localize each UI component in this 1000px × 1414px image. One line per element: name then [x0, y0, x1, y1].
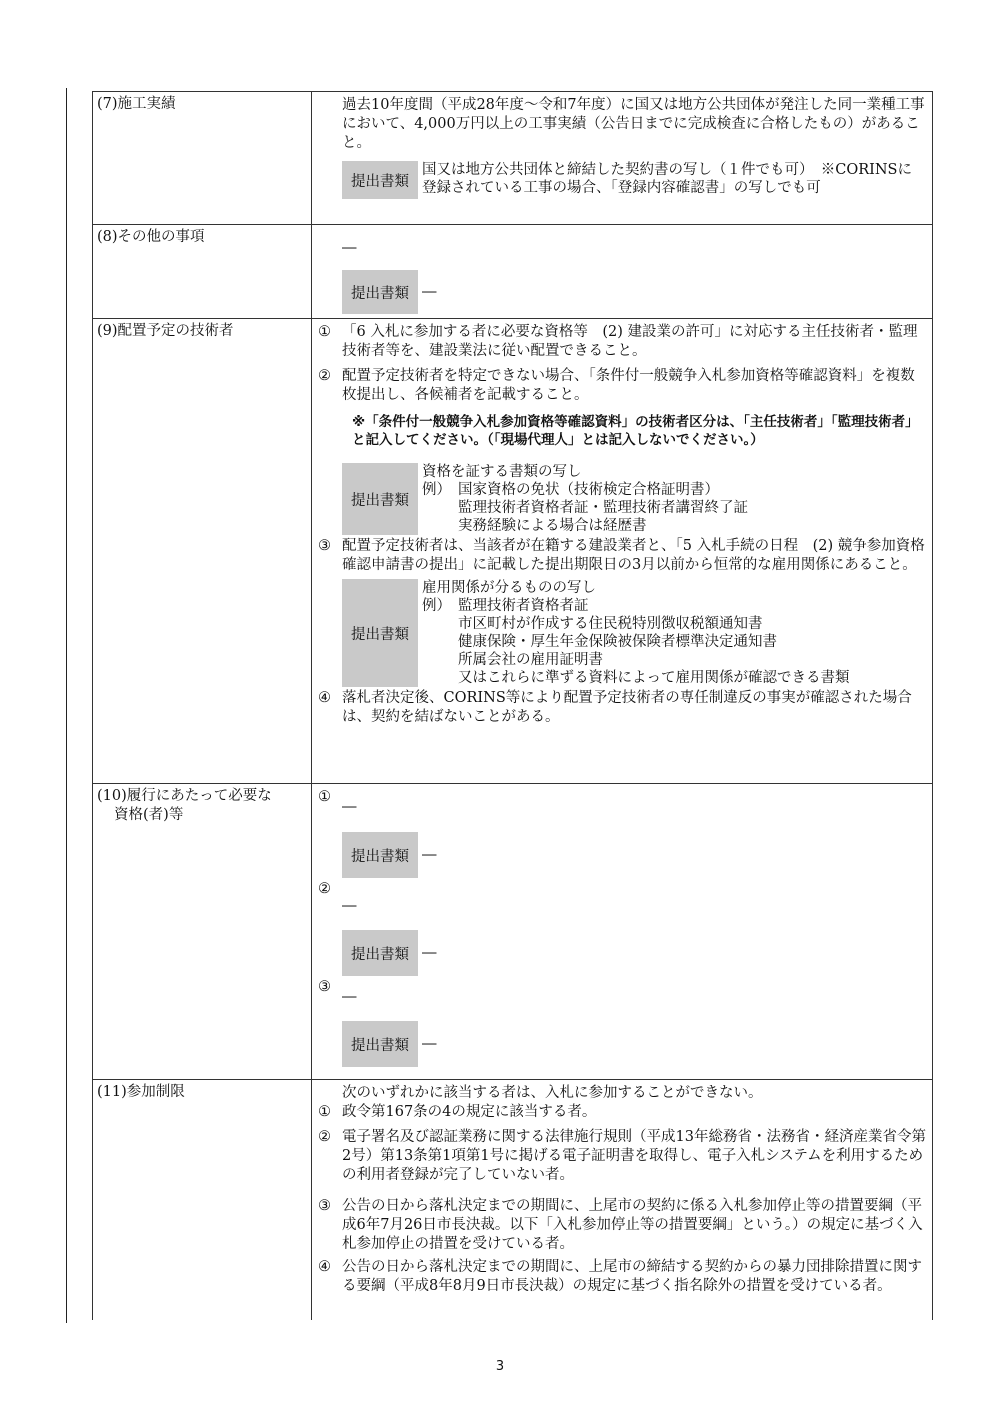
- submit-line: 例） 監理技術者資格者証: [422, 598, 589, 614]
- label-other-matters: (8)その他の事項: [93, 225, 312, 319]
- submit-text: ―: [422, 847, 437, 863]
- content-other-matters: [312, 225, 933, 319]
- item-number: ③: [318, 1198, 331, 1214]
- submit-text: [418, 579, 926, 687]
- item-number: ②: [318, 368, 331, 384]
- dash-value: ―: [342, 799, 357, 815]
- item-text: 配置予定技術者を特定できない場合、「条件付一般競争入札参加資格等確認資料」を複数枚提出し、各候補者を記載すること。: [342, 368, 915, 403]
- item-number: ②: [318, 881, 331, 897]
- submit-label: 提出書類: [342, 930, 418, 976]
- content-participation-restrictions: [312, 1080, 933, 1320]
- conditions-table: [92, 91, 933, 1320]
- list-item: [318, 788, 926, 817]
- submit-box: [342, 161, 926, 199]
- margin-line: [66, 88, 67, 1323]
- list-item: [318, 1128, 926, 1185]
- list-item: [318, 537, 926, 575]
- dash-value: ―: [342, 898, 357, 914]
- label-assigned-engineer: (9)配置予定の技術者: [93, 319, 312, 784]
- row-assigned-engineer: [93, 319, 933, 784]
- submit-line: 実務経験による場合は経歴書: [458, 518, 647, 534]
- label-participation-restrictions: (11)参加制限: [93, 1080, 312, 1320]
- dash-value: ―: [342, 240, 357, 256]
- submit-label: 提出書類: [342, 579, 418, 687]
- submit-line: 健康保険・厚生年金保険被保険者標準決定通知書: [458, 634, 777, 650]
- submit-label: 提出書類: [342, 832, 418, 878]
- row-required-qualifications: [93, 784, 933, 1080]
- content-assigned-engineer: [312, 319, 933, 784]
- item-number: ①: [318, 1104, 331, 1120]
- submit-text: [418, 463, 926, 535]
- item-number: ①: [318, 324, 331, 340]
- item-text: 政令第167条の4の規定に該当する者。: [342, 1104, 597, 1120]
- submit-text: 国又は地方公共団体と締結した契約書の写し（１件でも可） ※CORINSに登録されている工事の場合、「登録内容確認書」の写しでも可: [422, 162, 912, 196]
- submit-label: 提出書類: [342, 463, 418, 535]
- content-required-qualifications: [312, 784, 933, 1080]
- submit-line: 例） 国家資格の免状（技術検定合格証明書）: [422, 482, 719, 498]
- submit-text: ―: [422, 284, 437, 300]
- list-item: [318, 367, 926, 405]
- list-item: [318, 1197, 926, 1254]
- row-participation-restrictions: [93, 1080, 933, 1320]
- submit-label: 提出書類: [342, 161, 418, 199]
- row-construction-record: [93, 92, 933, 225]
- list-item: [318, 978, 926, 1007]
- list-item: [318, 323, 926, 361]
- submit-box: [342, 1021, 926, 1067]
- item-number: ④: [318, 690, 331, 706]
- item-text: 電子署名及び認証業務に関する法律施行規則（平成13年総務省・法務省・経済産業省令第2号）第13条第1項第1号に掲げる電子証明書を取得し、電子入札システムを利用するための利用者登録が完了していない者。: [342, 1129, 926, 1183]
- list-item: [318, 1258, 926, 1296]
- submit-line: 雇用関係が分るものの写し: [422, 580, 596, 596]
- item-number: ④: [318, 1259, 331, 1275]
- page-number: 3: [495, 1359, 505, 1374]
- submit-line: 又はこれらに準ずる資料によって雇用関係が確認できる書類: [458, 670, 850, 686]
- submit-label: 提出書類: [342, 1021, 418, 1067]
- submit-box: [342, 930, 926, 976]
- list-item: [318, 1103, 926, 1122]
- item-number: ②: [318, 1129, 331, 1145]
- item-number: ①: [318, 789, 331, 805]
- item-text: 「6 入札に参加する者に必要な資格等 (2) 建設業の許可」に対応する主任技術者・監理技術者等を、建設業法に従い配置できること。: [342, 324, 918, 359]
- submit-box: [342, 832, 926, 878]
- item-number: ③: [318, 538, 331, 554]
- intro-text: 次のいずれかに該当する者は、入札に参加することができない。: [342, 1085, 763, 1101]
- list-item: [318, 689, 926, 727]
- submit-box: [342, 270, 926, 314]
- submit-line: 監理技術者資格者証・監理技術者講習終了証: [458, 500, 748, 516]
- list-item: [318, 880, 926, 916]
- item-text: 公告の日から落札決定までの期間に、上尾市の契約に係る入札参加停止等の措置要綱（平成6年7月26日市長決裁。以下「入札参加停止等の措置要綱」という。）の規定に基づく入札参加停止の措置を受けている者。: [342, 1198, 923, 1252]
- submit-line: 所属会社の雇用証明書: [458, 652, 603, 668]
- item-number: ③: [318, 979, 331, 995]
- submit-line: 資格を証する書類の写し: [422, 464, 582, 480]
- item-text: 落札者決定後、CORINS等により配置予定技術者の専任制違反の事実が確認された場合は、契約を結ばないことがある。: [342, 690, 912, 725]
- dash-value: ―: [342, 989, 357, 1005]
- submit-line: 市区町村が作成する住民税特別徴収税額通知書: [458, 616, 763, 632]
- submit-label: 提出書類: [342, 270, 418, 314]
- note-text: ※「条件付一般競争入札参加資格等確認資料」の技術者区分は、「主任技術者」「監理技術者」と記入してください。（「現場代理人」とは記入しないでください。）: [352, 414, 912, 448]
- content-construction-record: [312, 92, 933, 225]
- submit-text: ―: [422, 945, 437, 961]
- label-construction-record: (7)施工実績: [93, 92, 312, 225]
- submit-box-qualification: [342, 463, 926, 535]
- item-text: 公告の日から落札決定までの期間に、上尾市の締結する契約からの暴力団排除措置に関する要綱（平成8年8月9日市長決裁）の規定に基づく指名除外の措置を受けている者。: [342, 1259, 922, 1294]
- label-required-qualifications: (10)履行にあたって必要な 資格(者)等: [93, 784, 312, 1080]
- item-text: 配置予定技術者は、当該者が在籍する建設業者と、「5 入札手続の日程 (2) 競争参加資格確認申請書の提出」に記載した提出期限日の3月以前から恒常的な雇用関係にあること。: [342, 538, 925, 573]
- submit-text: ―: [422, 1036, 437, 1052]
- row-other-matters: [93, 225, 933, 319]
- construction-record-text: 過去10年度間（平成28年度～令和7年度）に国又は地方公共団体が発注した同一業種工事において、4,000万円以上の工事実績（公告日までに完成検査に合格したもの）があること。: [342, 97, 925, 151]
- submit-box-employment: [342, 579, 926, 687]
